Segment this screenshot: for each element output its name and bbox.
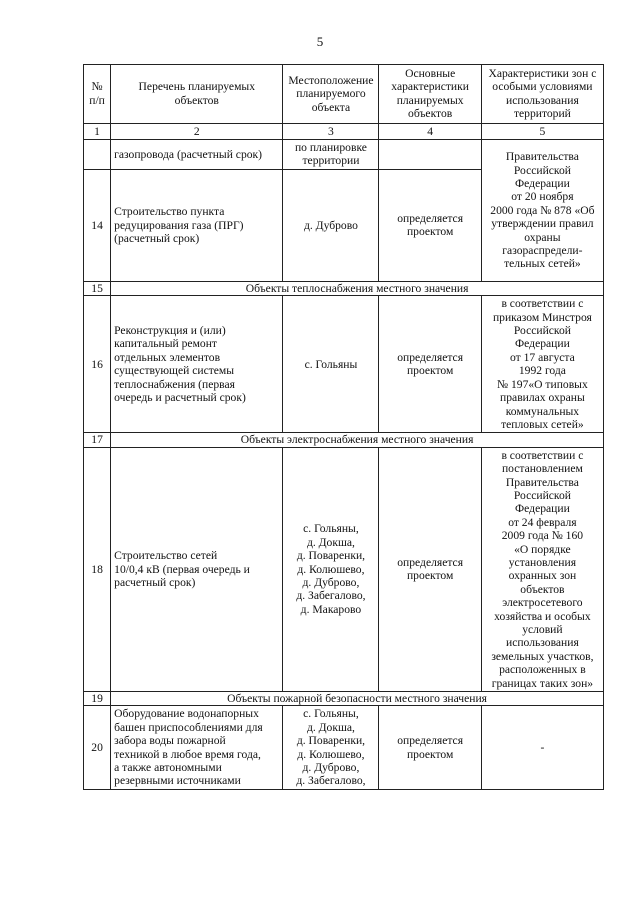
row-14-specs [379, 169, 481, 281]
text-line: Основные [405, 67, 456, 80]
text-line: правилах охраны [500, 391, 585, 405]
text-line: территории [302, 154, 360, 168]
row-20-specs [379, 706, 481, 789]
text-line: газораспредели- [502, 243, 583, 257]
text-line: Строительство сетей [114, 549, 218, 563]
text-line: определяется [397, 555, 464, 569]
text-line: д. Колюшево, [297, 747, 365, 761]
section-15-title: Объекты теплоснабжения местного значения [111, 281, 604, 295]
text-line: 2000 года № 878 «Об [490, 203, 595, 217]
text-line: характеристики [391, 80, 469, 94]
text-line: Российской [513, 488, 571, 502]
row-16-zones [481, 296, 603, 433]
text-line: проектом [406, 747, 454, 761]
planned-objects-table [83, 64, 604, 790]
row-14-num: 14 [84, 169, 111, 281]
row-16-location: с. Гольяны [283, 296, 379, 433]
row-cont-specs [379, 140, 481, 170]
text-line: земельных участков, [491, 649, 594, 663]
text-line: по планировке [294, 141, 367, 155]
col-number-3: 3 [283, 123, 379, 139]
text-line: а также автономными [114, 761, 222, 775]
text-line: техникой в любое время года, [114, 747, 261, 761]
text-line: Реконструкция и (или) [114, 324, 226, 338]
row-cont-object: газопровода (расчетный срок) [111, 140, 283, 170]
text-line: д. Докша, [306, 720, 355, 734]
text-line: Характеристики зон с [488, 67, 597, 80]
section-19-title: Объекты пожарной безопасности местного значения [111, 692, 604, 706]
text-line: расположенных в [499, 663, 586, 677]
text-line: Местоположение [288, 73, 374, 87]
text-line: территорий [513, 107, 571, 121]
text-line: планируемых [396, 93, 464, 107]
table-row [84, 140, 604, 170]
text-line: использования [506, 636, 579, 650]
col-number-1: 1 [84, 123, 111, 139]
row-cont-num [84, 140, 111, 170]
text-line: в соответствии с [501, 297, 584, 311]
text-line: постановлением [501, 462, 583, 476]
row-16-object [111, 296, 283, 433]
section-15-num: 15 [84, 281, 111, 295]
text-line: планируемого [296, 87, 366, 101]
text-line: проектом [406, 364, 454, 378]
table-row [84, 447, 604, 691]
page-number: 5 [316, 34, 324, 49]
text-line: д. Поваренки, [296, 549, 366, 563]
section-row-19 [84, 692, 604, 706]
text-line: 1992 года [518, 364, 566, 378]
text-line: д. Поваренки, [296, 734, 366, 748]
row-18-zones [481, 447, 603, 691]
text-line: Федерации [515, 502, 570, 516]
table-row [84, 296, 604, 433]
text-line: 10/0,4 кВ (первая очередь и [114, 562, 250, 576]
text-line: утверждении правил [491, 217, 594, 231]
text-line: использования [506, 93, 579, 107]
row-18-specs [379, 447, 481, 691]
text-line: д. Забегалово, [296, 774, 366, 788]
section-17-num: 17 [84, 433, 111, 447]
col-number-2: 2 [111, 123, 283, 139]
table-row [84, 706, 604, 789]
table-header-row [84, 65, 604, 124]
text-line: установления [508, 555, 577, 569]
text-line: проектом [406, 569, 454, 583]
text-line: Строительство пункта [114, 205, 225, 219]
text-line: д. Забегалово, [296, 589, 366, 603]
text-line: условий [522, 623, 563, 636]
text-line: охраны [524, 230, 561, 244]
text-line: охранных зон [508, 569, 577, 583]
text-line: Российской [513, 163, 571, 177]
section-19-num: 19 [84, 692, 111, 706]
header-specs [379, 65, 481, 124]
row-18-num: 18 [84, 447, 111, 691]
text-line: объектов [174, 93, 219, 107]
text-line: п/п [89, 93, 105, 107]
col-number-4: 4 [379, 123, 481, 139]
row-18-location [283, 447, 379, 691]
text-line: № 197«О типовых [497, 377, 588, 391]
text-line: капитальный ремонт [114, 337, 217, 351]
text-line: объектов [408, 107, 453, 121]
text-line: резервными источниками [114, 774, 241, 788]
text-line: коммунальных [505, 404, 580, 418]
text-line: очередь и расчетный срок) [114, 391, 246, 405]
text-line: Перечень планируемых [138, 80, 255, 94]
text-line: Правительства [505, 150, 579, 164]
column-number-row [84, 123, 604, 139]
text-line: от 17 августа [510, 350, 575, 364]
header-location [283, 65, 379, 124]
header-num [84, 65, 111, 124]
text-line: от 24 февраля [508, 515, 577, 529]
text-line: определяется [397, 734, 464, 748]
zone-cell-14 [481, 140, 603, 282]
text-line: Федерации [515, 176, 570, 190]
section-row-17 [84, 433, 604, 447]
text-line: с. Гольяны, [303, 522, 359, 536]
text-line: хозяйства и особых [494, 609, 591, 623]
row-16-specs [379, 296, 481, 433]
text-line: тепловых сетей» [501, 417, 584, 431]
row-16-num: 16 [84, 296, 111, 433]
text-line: отдельных элементов [114, 350, 221, 364]
text-line: определяется [397, 350, 464, 364]
text-line: определяется [397, 211, 464, 225]
text-line: от 20 ноября [511, 190, 574, 204]
header-zones [481, 65, 603, 124]
text-line: д. Докша, [306, 535, 355, 549]
text-line: Российской [513, 324, 571, 338]
text-line: объектов [520, 582, 565, 596]
text-line: № [91, 80, 103, 94]
text-line: забора воды пожарной [114, 734, 226, 748]
text-line: с. Гольяны, [303, 707, 359, 721]
row-20-object [111, 706, 283, 789]
row-14-object [111, 169, 283, 281]
text-line: в соответствии с [501, 448, 584, 462]
text-line: приказом Минстроя [492, 310, 592, 324]
text-line: Правительства [505, 475, 579, 489]
row-20-zones: - [481, 706, 603, 789]
row-cont-location [283, 140, 379, 170]
text-line: д. Дуброво, [302, 761, 360, 775]
text-line: особыми условиями [492, 80, 593, 94]
header-objects [111, 65, 283, 124]
text-line: Оборудование водонапорных [114, 707, 259, 721]
row-20-num: 20 [84, 706, 111, 789]
text-line: существующей системы [114, 364, 235, 378]
row-18-object [111, 447, 283, 691]
text-line: 2009 года № 160 [501, 529, 584, 543]
text-line: «О порядке [514, 542, 571, 556]
text-line: д. Дуброво, [302, 576, 360, 590]
text-line: электросетевого [502, 596, 583, 610]
section-row-15 [84, 281, 604, 295]
col-number-5: 5 [481, 123, 603, 139]
text-line: теплоснабжения (первая [114, 377, 235, 391]
text-line: башен приспособлениями для [114, 720, 263, 734]
text-line: (расчетный срок) [114, 232, 200, 246]
text-line: границах таких зон» [491, 676, 594, 690]
text-line: Федерации [515, 337, 570, 351]
section-17-title: Объекты электроснабжения местного значения [111, 433, 604, 447]
text-line: проектом [406, 225, 454, 239]
text-line: д. Колюшево, [297, 562, 365, 576]
text-line: редуцирования газа (ПРГ) [114, 218, 244, 232]
text-line: объекта [311, 100, 351, 114]
row-14-location: д. Дуброво [283, 169, 379, 281]
text-line: расчетный срок) [114, 576, 196, 590]
text-line: д. Макарово [300, 602, 362, 616]
text-line: тельных сетей» [504, 257, 581, 271]
row-20-location [283, 706, 379, 789]
